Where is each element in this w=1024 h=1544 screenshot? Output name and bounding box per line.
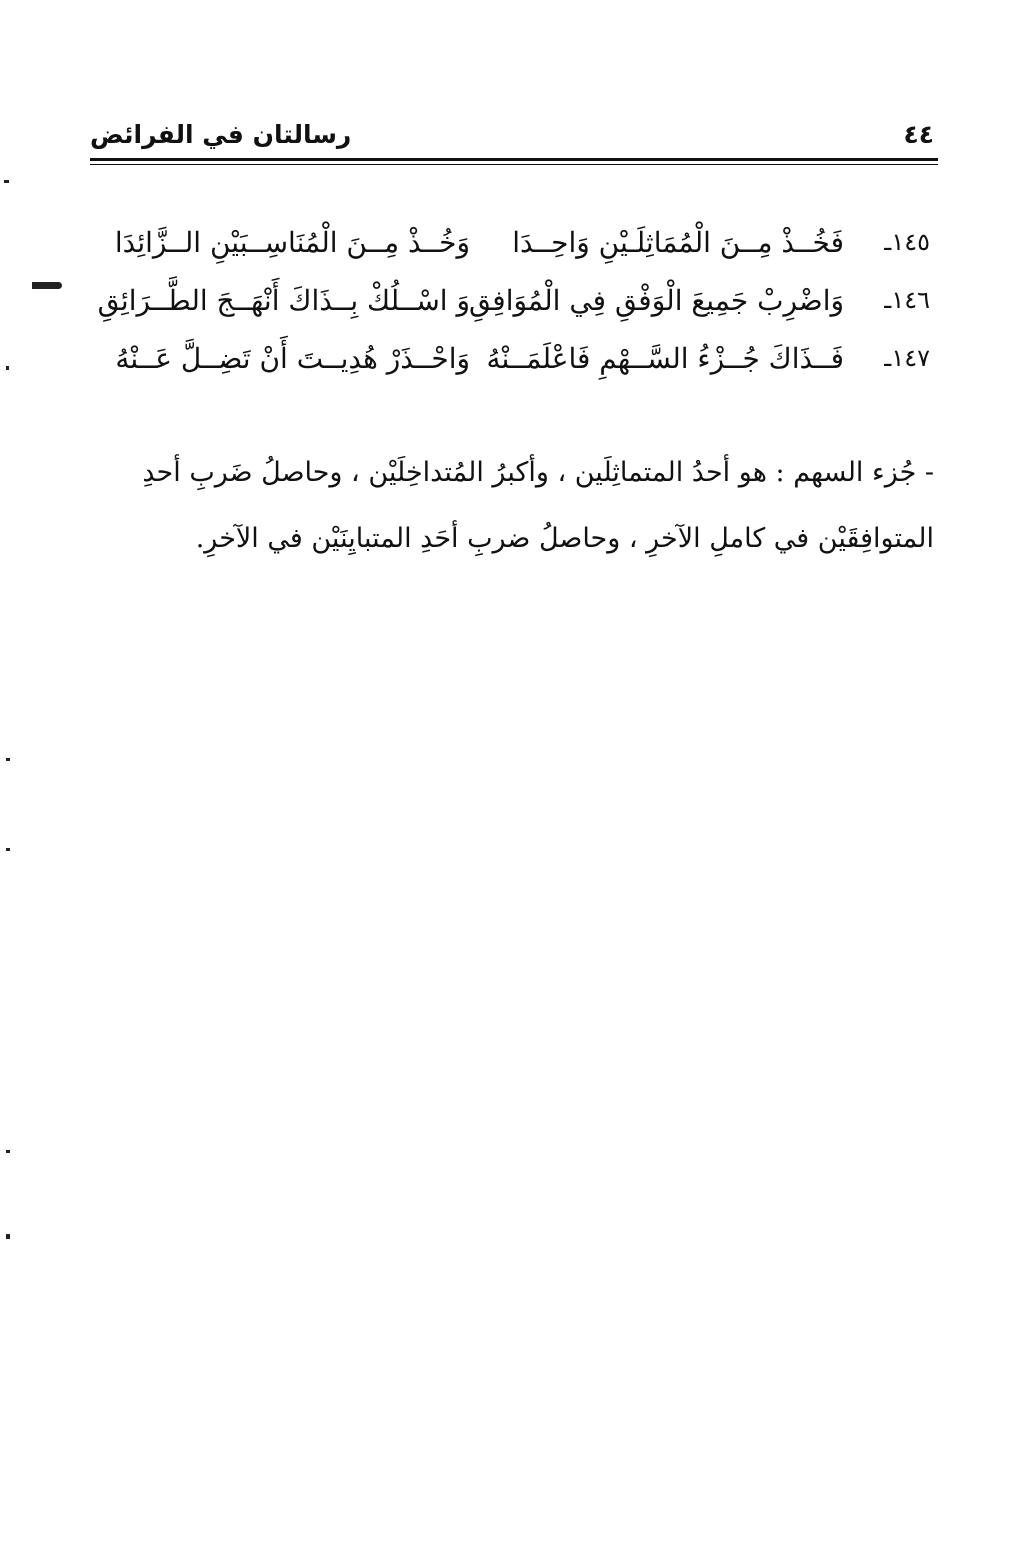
verse-second-hemistich: وَاحْــذَرْ هُدِيــتَ أَنْ تَضِــلَّ عَــنْهُ	[115, 342, 470, 375]
verse-block	[97, 222, 930, 396]
running-header	[90, 112, 938, 162]
verse-number: ١٤٥ـ	[884, 228, 930, 256]
verse-first-hemistich: فَخُــذْ مِــنَ الْمُمَاثِلَـيْنِ وَاحِــدَا	[512, 226, 844, 259]
scan-mark	[6, 758, 10, 761]
page-number: ٤٤	[903, 120, 934, 149]
book-title: رسالتان في الفرائض	[90, 120, 352, 149]
scan-mark	[6, 1150, 10, 1153]
scan-mark	[6, 366, 9, 370]
verse-147	[100, 338, 930, 396]
verse-first-hemistich: وَاضْرِبْ جَمِيعَ الْوَفْقِ فِي الْمُوَافِقِ	[468, 284, 844, 317]
scan-mark	[6, 1234, 10, 1239]
verse-number: ١٤٦ـ	[884, 286, 930, 314]
commentary-paragraph	[88, 440, 934, 572]
scan-mark	[6, 848, 10, 851]
commentary-line: - جُزء السهم : هو أحدُ المتماثِلَين ، وأكبرُ المُتداخِلَيْن ، وحاصلُ ضَربِ أحدِ	[142, 457, 934, 488]
verse-first-hemistich: فَــذَاكَ جُــزْءُ السَّــهْمِ فَاعْلَمَــنْهُ	[486, 342, 844, 375]
verse-second-hemistich: وَخُــذْ مِــنَ الْمُنَاسِــبَيْنِ الــزَّائِدَا	[114, 226, 470, 259]
verse-146	[97, 280, 930, 338]
verse-second-hemistich: وَ اسْــلُكْ بِــذَاكَ أَنْهَــجَ الطَّــرَائِقِ	[97, 284, 470, 317]
commentary-line: المتوافِقَيْن في كاملِ الآخرِ ، وحاصلُ ضربِ أحَدِ المتبايِنَيْن في الآخرِ.	[195, 523, 934, 554]
verse-number: ١٤٧ـ	[884, 344, 930, 372]
verse-145	[100, 222, 930, 280]
scan-mark	[4, 180, 9, 183]
header-rule-thin	[90, 164, 938, 165]
scan-mark	[32, 282, 62, 289]
header-rule	[90, 158, 938, 161]
